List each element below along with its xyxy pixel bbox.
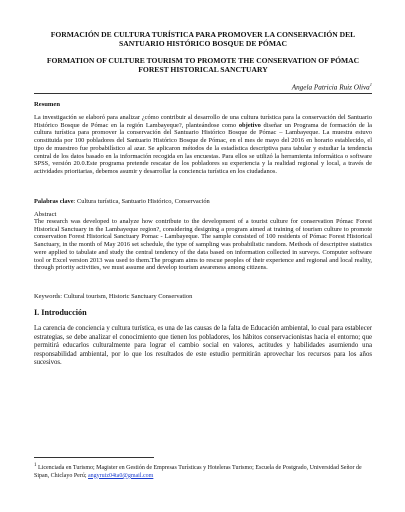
resumen-paragraph xyxy=(34,114,372,176)
palabras-clave-label: Palabras clave xyxy=(34,198,74,205)
keywords-line: Keywords: Cultural tourism, Historic Sanctuary Conservation xyxy=(34,293,193,300)
palabras-clave xyxy=(34,198,372,206)
footnote xyxy=(34,462,372,480)
resumen-objetivo: objetivo xyxy=(238,121,261,129)
author-footnote-mark: 1 xyxy=(369,82,372,87)
introduction-heading: I. Introducción xyxy=(34,308,87,317)
footnote-email-link[interactable]: angyruiz04ta0@gmail.com xyxy=(88,472,154,479)
introduction-paragraph: La carencia de conciencia y cultura turística, es una de las causas de la falta de Educación ambiental, lo cual para establecer estrategias, se debe analizar el conocimiento que tienen los pobladores, los hábitos conservacionistas hacia el entorno; que permitirá educarlos culturalmente para lograr el cambio social en valores, actitudes y habilidades asumiendo una responsabilidad ambiental, por lo que los resultados de este estudio permitirán aprovechar los recursos para los años sucesivos. xyxy=(34,325,372,367)
footnote-mark: 1 xyxy=(34,463,37,468)
abstract-paragraph: The research was developed to analyze how contribute to the development of a tourist culture for conservation Pómac Forest Historical Sanctuary in the Lambayeque region?, considering designing a program aimed at training of tourism culture to promote conservation Forest Historical Sanctuary Pomac - Lambayeque. The sample consisted of 100 residents of Pómac Forest Historical Sanctuary, in the month of May 2016 set schedule, the type of sampling was probabilistic random. Methods of descriptive statistics were applied to tabulate and study the central tendency of the data based on information collected in surveys. Computer software tool or Excel version 2013 was used to them.The program aims to rescue peoples of their experience and regional and local reality, through priority activities, we must assume and develop tourism awareness among citizens. xyxy=(34,218,372,272)
resumen-text-part1: La investigación se elaboró para analizar ¿cómo contribuir al desarrollo de una cultura turística para la conservación del Santuario Histórico Bosque de Pómac en la región Lambayeque?, planteándose como xyxy=(34,114,372,129)
resumen-text-part2: diseñar un Programa de formación de la cultura turística para promover la conservación del Santuario Histórico Bosque de Pómac – Lambayeque. La muestra estuvo constituida por 100 pobladores del Santuario Histórico Bosque de Pómac, en el mes de mayo del 2016 en horario establecido, el tipo de muestreo fue probabilístico al azar. Se aplicaron métodos de la estadística descriptiva para tabular y estudiar la tendencia central de los datos basado en la información recogida en las encuestas. Para ellos se utilizó la herramienta informática o software SPSS, versión 20.0.Este programa pretende rescatar de los pobladores su experiencia y la realidad regional y local, a través de actividades prioritarias, debemos asumir y desarrollar la conciencia turística en los ciudadanos. xyxy=(34,121,373,175)
footnote-text: Licenciada en Turismo; Magister en Gestión de Empresas Turísticas y Hoteleras Turismo; Escuela de Postgrado, Universidad Señor de Sipan, Chiclayo Perú; xyxy=(34,465,362,479)
footnote-divider xyxy=(34,457,154,458)
title-spanish: FORMACIÓN DE CULTURA TURÍSTICA PARA PROMOVER LA CONSERVACIÓN DEL SANTUARIO HISTÓRICO BOSQUE DE PÓMAC xyxy=(50,30,356,48)
author-line xyxy=(34,80,372,92)
author-name: Angela Patricia Ruiz Oliva xyxy=(291,83,370,92)
top-divider xyxy=(34,93,372,94)
abstract-heading: Abstract xyxy=(34,211,57,218)
palabras-clave-text: : Cultura turística, Santuario Histórico, Conservación xyxy=(73,198,210,205)
title-english: FORMATION OF CULTURE TOURISM TO PROMOTE THE CONSERVATION OF PÓMAC FOREST HISTORICAL SANCTUARY xyxy=(46,56,360,74)
resumen-heading: Resumen xyxy=(34,101,61,108)
